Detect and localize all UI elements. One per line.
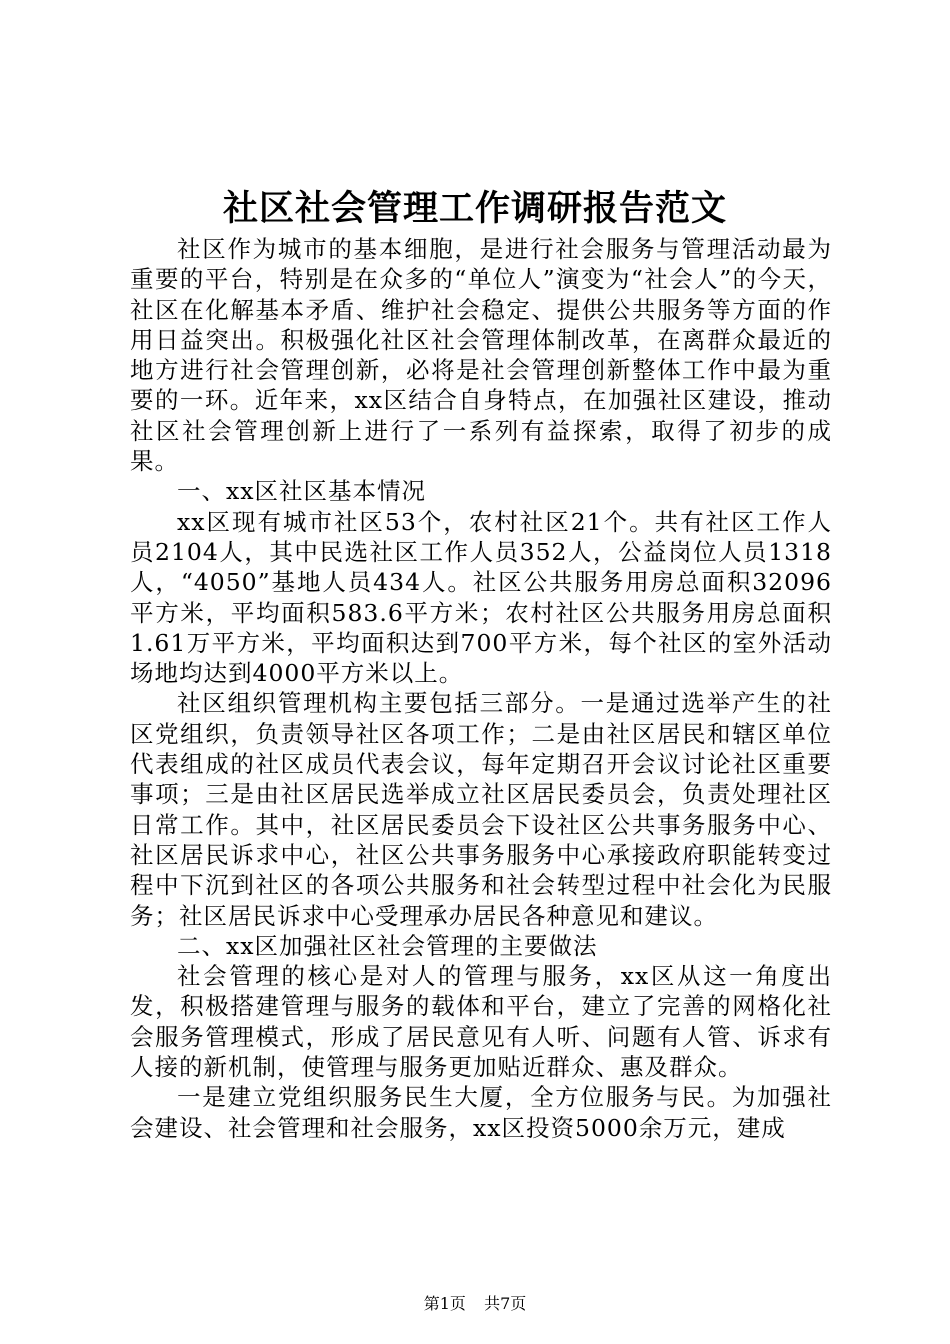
paragraph-basic-stats: xx区现有城市社区53个，农村社区21个。共有社区工作人员2104人，其中民选社区工作人员352人，公益岗位人员1318人，“4050”基地人员434人。社区公共服务用房总面积32096平方米，平均面积583.6平方米；农村社区公共服务用房总面积1.61万平方米，平均面积达到700平方米，每个社区的室外活动场地均达到4000平方米以上。 xyxy=(130,507,832,688)
document-title: 社区社会管理工作调研报告范文 xyxy=(222,189,727,229)
paragraph-organization: 社区组织管理机构主要包括三部分。一是通过选举产生的社区党组织，负责领导社区各项工作；二是由社区居民和辖区单位代表组成的社区成员代表会议，每年定期召开会议讨论社区重要事项；三是由社区居民选举成立社区居民委员会，负责处理社区日常工作。其中，社区居民委员会下设社区公共事务服务中心、社区居民诉求中心，社区公共事务服务中心承接政府职能转变过程中下沉到社区的各项公共服务和社会转型过程中社会化为民服务；社区居民诉求中心受理承办居民各种意见和建议。 xyxy=(130,689,832,930)
document-body xyxy=(130,234,832,1143)
section-heading-2: 二、xx区加强社区社会管理的主要做法 xyxy=(177,931,598,960)
page-total: 共7页 xyxy=(484,1294,527,1313)
page-footer xyxy=(0,1293,950,1315)
section-heading-1: 一、xx区社区基本情况 xyxy=(177,477,427,506)
page-number: 第1页 xyxy=(423,1294,466,1313)
paragraph-core-management: 社会管理的核心是对人的管理与服务，xx区从这一角度出发，积极搭建管理与服务的载体和平台，建立了完善的网格化社会服务管理模式，形成了居民意见有人听、问题有人管、诉求有人接的新机制，使管理与服务更加贴近群众、惠及群众。 xyxy=(130,962,832,1082)
paragraph-party-building: 一是建立党组织服务民生大厦，全方位服务与民。为加强社会建设、社会管理和社会服务，xx区投资5000余万元，建成 xyxy=(130,1083,832,1142)
paragraph-intro: 社区作为城市的基本细胞，是进行社会服务与管理活动最为重要的平台，特别是在众多的“单位人”演变为“社会人”的今天，社区在化解基本矛盾、维护社会稳定、提供公共服务等方面的作用日益突出。积极强化社区社会管理体制改革，在离群众最近的地方进行社会管理创新，必将是社会管理创新整体工作中最为重要的一环。近年来，xx区结合自身特点，在加强社区建设，推动社区社会管理创新上进行了一系列有益探索，取得了初步的成果。 xyxy=(130,235,832,476)
